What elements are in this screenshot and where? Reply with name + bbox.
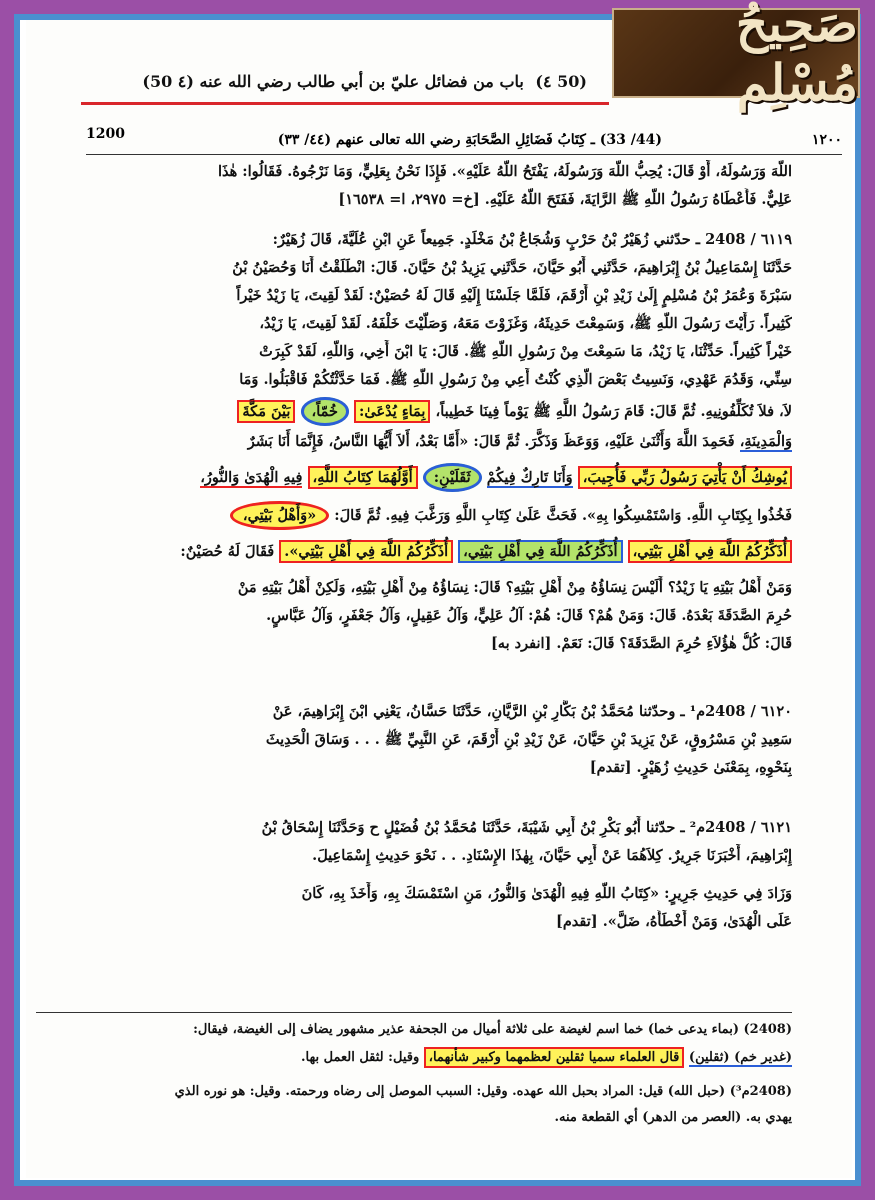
- sahih-muslim-logo: [612, 0, 860, 112]
- text-span: فَخُذُوا بِكِتَابِ اللَّهِ. وَاسْتَمْسِكُوا بِهِ». فَحَثَّ عَلَىٰ كِتَابِ اللَّهِ وَرَغَّبَ فِيهِ. ثُمَّ قَالَ:: [334, 507, 792, 524]
- highlight-box: أُذَكِّرُكُمُ اللَّهَ فِي أَهْلِ بَيْتِي،: [458, 540, 622, 563]
- text-line: خَيْراً كَثِيراً. حَدِّثْنَا، يَا زَيْدُ، مَا سَمِعْتَ مِنْ رَسُولِ اللَّهِ ﷺ. قَالَ: يَا ابْنَ أَخِي، وَاللَّهِ، لَقَدْ كَبِرَتْ: [259, 343, 792, 360]
- chapter-heading: [67, 72, 587, 91]
- footnote-separator: [36, 1012, 792, 1013]
- text-line: سِنِّي، وَقَدُمَ عَهْدِي، وَنَسِيتُ بَعْضَ الَّذِي كُنْتُ أَعِي مِنْ رَسُولِ اللَّهِ ﷺ. فَمَا حَدَّثْتُكُمْ فَاقْبَلُوا. وَمَا: [239, 371, 792, 388]
- text-span: فِيهِ الْهُدَىٰ وَالنُّورُ،: [200, 469, 303, 486]
- hadith-6121-line: ٦١٢١ / 2408م² ـ حدّثنا أَبُو بَكْرِ بْنُ أَبِي شَيْبَةَ، حَدَّثَنَا مُحَمَّدُ بْنُ فُضَيْلٍ ح وَحَدَّثَنَا إِسْحَاقُ بْنُ: [261, 819, 792, 836]
- page-number-latin: 1200: [86, 126, 125, 142]
- text-line: عَلِيٌّ. فَأَعْطَاهُ رَسُولُ اللَّهِ ﷺ الرَّايَةَ، فَفَتَحَ اللَّهُ عَلَيْهِ. [خ= ٢٩٧٥، ا= ١٦٥٣٨]: [338, 191, 792, 208]
- page-number-arabic: ١٢٠٠: [811, 132, 842, 148]
- running-title: (44/ 33) ـ كِتَابُ فَضَائِلِ الصَّحَابَةِ رضي الله تعالى عنهم (٤٤/ ٣٣): [277, 132, 662, 148]
- text-span: (غدير خم) (ثقلين): [688, 1050, 792, 1065]
- highlight-circle: «وَأَهْلُ بَيْتِي،: [230, 501, 329, 530]
- hadith-6119-line: ٦١١٩ / 2408 ـ حدّثني زُهَيْرُ بْنُ حَرْبٍ وَشُجَاعُ بْنُ مَخْلَدٍ. جَمِيعاً عَنِ ابْنِ عُلَيَّةَ، قَالَ زُهَيْرٌ:: [272, 231, 792, 248]
- highlight-box: أُذَكِّرُكُمُ اللَّهَ فِي أَهْلِ بَيْتِي».: [279, 540, 453, 563]
- text-span: وقيل: لثقل العمل بها.: [300, 1050, 420, 1065]
- text-line: سَعِيدِ بْنِ مَسْرُوقٍ، عَنْ يَزِيدَ بْنِ حَيَّانَ، عَنْ زَيْدِ بْنِ أَرْقَمَ، عَنِ النَّبِيِّ ﷺ . . . وَسَاقَ الْحَدِيثَ: [265, 731, 792, 748]
- text-line: [36, 430, 792, 454]
- footnote-line-highlighted: [36, 1046, 792, 1070]
- chapter-num-right: (50 ٤): [535, 72, 587, 91]
- text-span: وَأَنَا تَارِكٌ فِيكُمْ: [486, 469, 573, 486]
- footnote-line: يهدي به. (العصر من الدهر) أي القطعة منه.: [554, 1110, 792, 1125]
- text-line: حُرِمَ الصَّدَقَةَ بَعْدَهُ. قَالَ: وَمَنْ هُمْ؟ قَالَ: هُمْ: آلُ عَلِيٍّ، وَآلُ عَقِيلٍ، وَآلُ جَعْفَرٍ، وَآلُ عَبَّاسٍ.: [266, 607, 792, 624]
- text-line: بِنَحْوِهِ، بِمَعْنَىٰ حَدِيثِ زُهَيْرٍ. [تقدم]: [589, 759, 792, 776]
- logo-text: صَحِيحُ مُسْلِم: [735, 0, 858, 112]
- highlight-box: بَيْنَ مَكَّةَ: [237, 400, 295, 423]
- chapter-title: باب من فضائل عليّ بن أبي طالب رضي الله عنه: [199, 72, 524, 91]
- hadith-6120-line: ٦١٢٠ / 2408م¹ ـ وحدّثنا مُحَمَّدُ بْنُ بَكَّارِ بْنِ الرَّيَّانِ، حَدَّثَنَا حَسَّانُ، يَعْنِي ابْنَ إِبْرَاهِيمَ، عَنْ: [272, 703, 792, 720]
- highlight-box: قال العلماء سميا ثقلين لعظمهما وكبير شأنهما،: [424, 1047, 685, 1068]
- text-line: اللَّهَ وَرَسُولَهُ، أَوْ قَالَ: يُحِبُّ اللَّهَ وَرَسُولَهُ، يَفْتَحُ اللَّهُ عَلَيْهِ». فَإِذَا نَحْنُ بِعَلِيٍّ، وَمَا نَرْجُوهُ. فَقَالُوا: هٰذَا: [217, 163, 792, 180]
- text-line: عَلَى الْهُدَىٰ، وَمَنْ أَخْطَأَهُ، ضَلَّ». [تقدم]: [555, 913, 792, 930]
- text-span: لاَ، فلاَ تُكَلِّفُونِيهِ. ثُمَّ قَالَ: قَامَ رَسُولُ اللَّهِ ﷺ يَوْماً فِينَا خَطِيباً،: [435, 403, 792, 420]
- highlight-circle: خُمّاً،: [301, 397, 349, 426]
- text-line: وَمَنْ أَهْلُ بَيْتِهِ يَا زَيْدُ؟ أَلَيْسَ نِسَاؤُهُ مِنْ أَهْلِ بَيْتِهِ؟ قَالَ: نِسَاؤُهُ مِنْ أَهْلِ بَيْتِهِ، وَلَكِنْ أَهْلُ بَيْتِهِ مَنْ: [237, 579, 792, 596]
- chapter-num-left: (٤ 50): [142, 72, 194, 91]
- text-line-highlighted: [36, 540, 792, 564]
- highlight-box: يُوشِكُ أَنْ يَأْتِيَ رَسُولُ رَبِّي فَأُجِيبَ،: [578, 466, 792, 489]
- text-line: قَالَ: كُلُّ هٰؤُلاَءِ حُرِمَ الصَّدَقَةَ؟ قَالَ: نَعَمْ. [انفرد به]: [490, 635, 792, 652]
- highlight-box: بِمَاءٍ يُدْعَىٰ:: [354, 400, 430, 423]
- footnote-line: (2408) (بماء يدعى خما) خما اسم لغيضة على ثلاثة أميال من الجحفة عذير مشهور يضاف إلى الغيضة، فيقال:: [193, 1022, 792, 1037]
- book-page: [26, 20, 852, 1178]
- text-line-highlighted: [36, 400, 792, 424]
- text-span: فَقَالَ لَهُ حُصَيْنٌ:: [180, 543, 275, 560]
- text-span: فَحَمِدَ اللَّهَ وَأَثْنَىٰ عَلَيْهِ، وَوَعَظَ وَذَكَّرَ. ثُمَّ قَالَ: «أَمَّا بَعْدُ، أَلاَ أَيُّهَا النَّاسُ، فَإِنَّمَا أَنَا بَشَرٌ: [247, 433, 735, 450]
- text-line: كَثِيراً. رَأَيْتَ رَسُولَ اللَّهِ ﷺ، وَسَمِعْتَ حَدِيثَهُ، وَغَزَوْتَ مَعَهُ، وَصَلَّيْتَ خَلْفَهُ. لَقَدْ لَقِيتَ، يَا زَيْدُ،: [259, 315, 792, 332]
- text-line: إِبْرَاهِيمَ، أَخْبَرَنَا جَرِيرٌ. كِلاَهُمَا عَنْ أَبِي حَيَّانَ، بِهٰذَا الإِسْنَادِ. . . نَحْوَ حَدِيثِ إِسْمَاعِيلَ.: [312, 847, 792, 864]
- footnote-line: (2408م³) (حبل الله) قيل: المراد بحبل الله عهده. وقيل: السبب الموصل إلى رضاه ورحمته. وقيل: هو نوره الذي: [174, 1084, 792, 1099]
- text-line: وَزَادَ فِي حَدِيثِ جَرِيرٍ: «كِتَابُ اللَّهِ فِيهِ الْهُدَىٰ وَالنُّورُ، مَنِ اسْتَمْسَكَ بِهِ، وَأَخَذَ بِهِ، كَانَ: [301, 885, 792, 902]
- text-line-highlighted: [36, 504, 792, 528]
- highlight-circle: ثَقَلَيْنِ:: [423, 463, 482, 492]
- text-line: حَدَّثَنَا إِسْمَاعِيلُ بْنُ إِبْرَاهِيمَ، حَدَّثَنِي أَبُو حَيَّانَ، حَدَّثَنِي يَزِيدُ بْنُ حَيَّانَ. قَالَ: انْطَلَقْتُ أَنَا وَحُصَيْنُ بْنُ: [232, 259, 792, 276]
- chapter-underline: [81, 102, 609, 105]
- highlight-box: أُذَكِّرُكُمُ اللَّهَ فِي أَهْلِ بَيْتِي،: [628, 540, 792, 563]
- text-line-highlighted: [36, 466, 792, 490]
- text-line: سَبْرَةَ وَعُمَرُ بْنُ مُسْلِمٍ إِلَىٰ زَيْدِ بْنِ أَرْقَمَ، فَلَمَّا جَلَسْنَا إِلَيْهِ قَالَ لَهُ حُصَيْنٌ: لَقَدْ لَقِيتَ، يَا زَيْدُ خَيْراً: [236, 287, 792, 304]
- highlight-box: أَوَّلُهُمَا كِتَابُ اللَّهِ،: [308, 466, 418, 489]
- text-span: وَالْمَدِينَةِ،: [739, 433, 792, 450]
- running-header: [86, 126, 842, 155]
